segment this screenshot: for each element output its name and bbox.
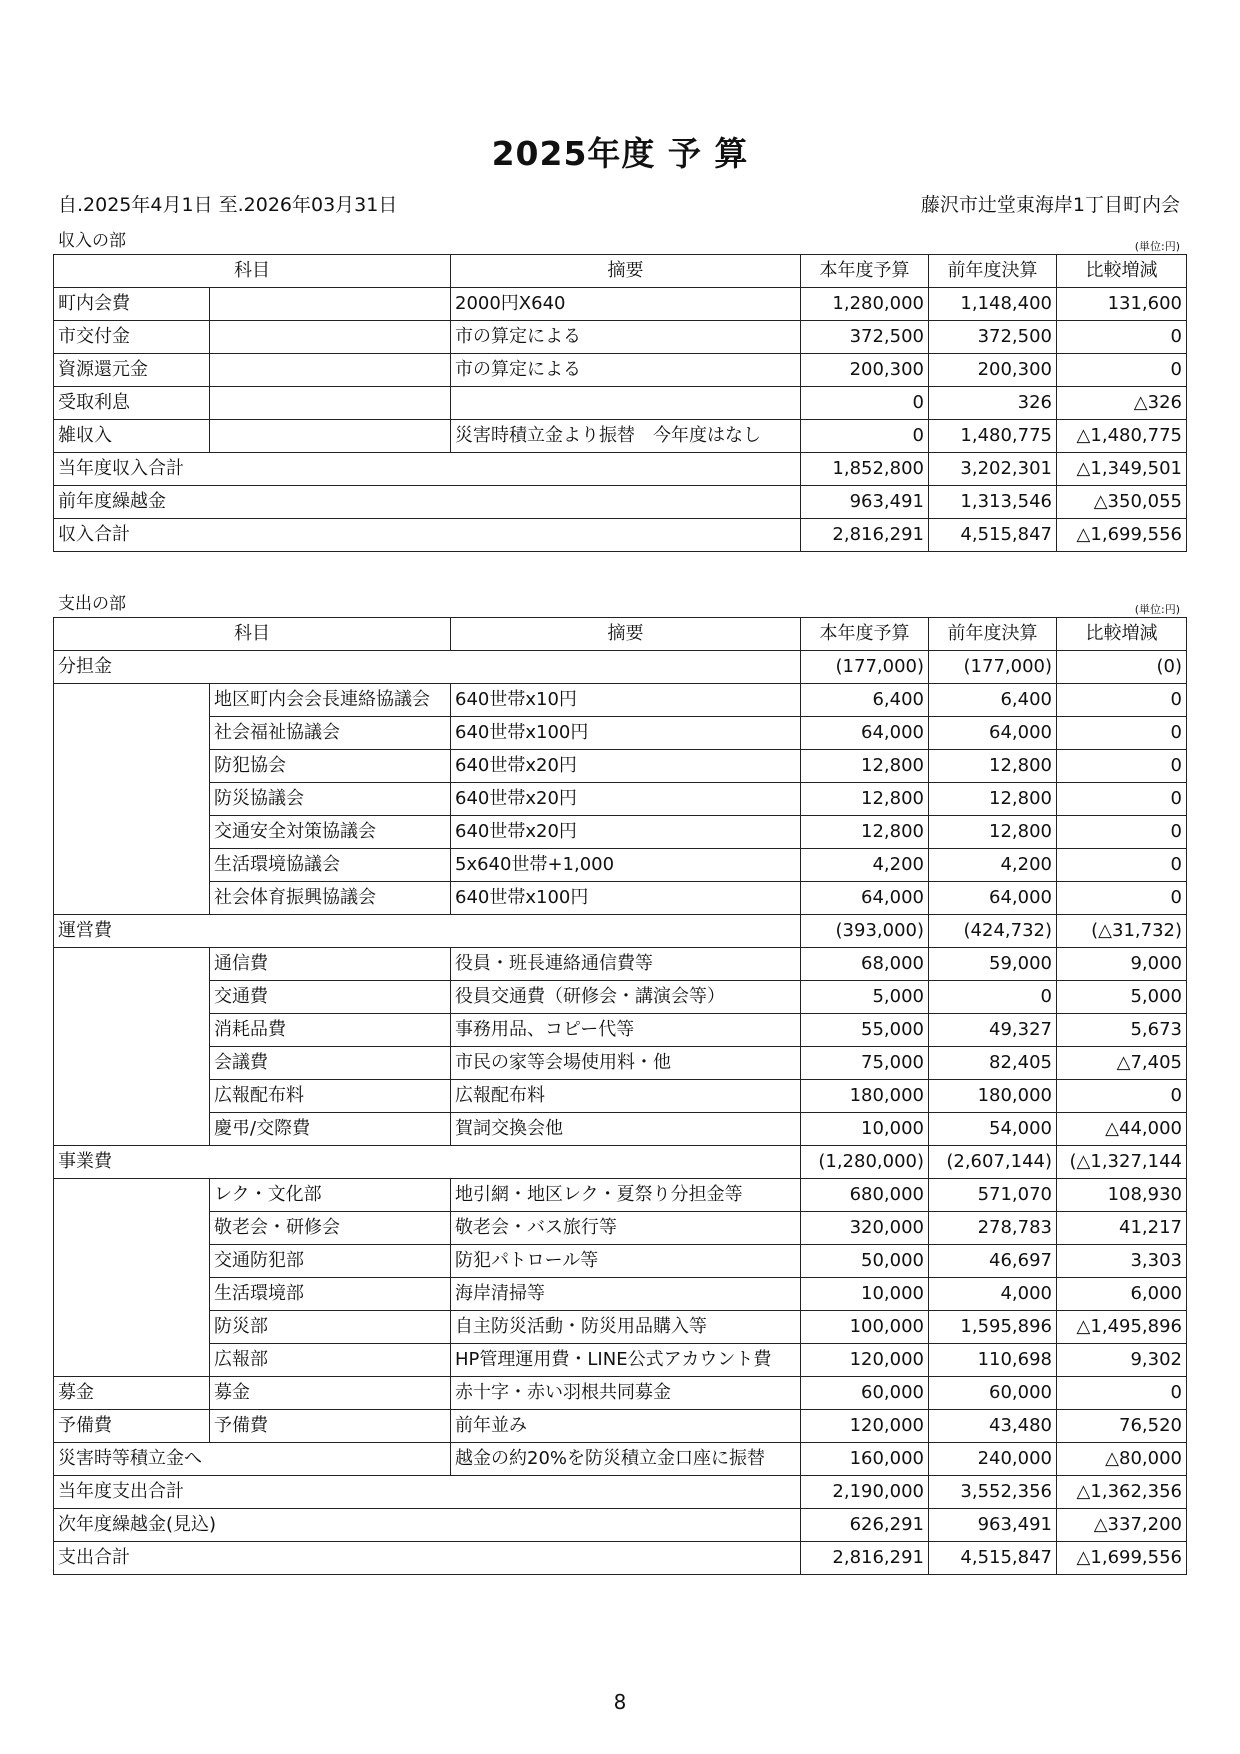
indent-cell bbox=[54, 783, 210, 816]
item-cell: 消耗品費 bbox=[210, 1014, 451, 1047]
diff-cell: 0 bbox=[1057, 882, 1187, 915]
income-unit-label: (単位:円) bbox=[1134, 240, 1180, 253]
summary-cell: 役員・班長連絡通信費等 bbox=[451, 948, 801, 981]
budget-cell: 6,400 bbox=[801, 684, 929, 717]
prev-cell: (2,607,144) bbox=[929, 1146, 1057, 1179]
diff-cell: 108,930 bbox=[1057, 1179, 1187, 1212]
budget-cell: 2,190,000 bbox=[801, 1476, 929, 1509]
diff-cell: △1,362,356 bbox=[1057, 1476, 1187, 1509]
prev-cell: 3,552,356 bbox=[929, 1476, 1057, 1509]
indent-cell bbox=[54, 1311, 210, 1344]
prev-cell: 46,697 bbox=[929, 1245, 1057, 1278]
budget-cell: 64,000 bbox=[801, 717, 929, 750]
indent-cell bbox=[54, 1113, 210, 1146]
header-summary: 摘要 bbox=[451, 255, 801, 288]
diff-cell: 5,673 bbox=[1057, 1014, 1187, 1047]
table-row bbox=[54, 981, 1187, 1014]
indent-cell bbox=[54, 1344, 210, 1377]
table-row bbox=[54, 948, 1187, 981]
budget-cell: 12,800 bbox=[801, 750, 929, 783]
prev-cell: 571,070 bbox=[929, 1179, 1057, 1212]
total-row bbox=[54, 519, 1187, 552]
budget-cell: 200,300 bbox=[801, 354, 929, 387]
diff-cell: △1,699,556 bbox=[1057, 519, 1187, 552]
table-row bbox=[54, 1080, 1187, 1113]
budget-cell: 50,000 bbox=[801, 1245, 929, 1278]
summary-cell: 広報配布料 bbox=[451, 1080, 801, 1113]
item-cell: 慶弔/交際費 bbox=[210, 1113, 451, 1146]
prev-cell: 12,800 bbox=[929, 816, 1057, 849]
header-diff: 比較増減 bbox=[1057, 255, 1187, 288]
header-budget: 本年度予算 bbox=[801, 618, 929, 651]
diff-cell: 0 bbox=[1057, 849, 1187, 882]
prev-cell: 1,595,896 bbox=[929, 1311, 1057, 1344]
budget-cell: 160,000 bbox=[801, 1443, 929, 1476]
diff-cell: 0 bbox=[1057, 816, 1187, 849]
item-cell: 通信費 bbox=[210, 948, 451, 981]
indent-cell bbox=[54, 717, 210, 750]
subitem-cell bbox=[210, 420, 451, 453]
diff-cell: (△1,327,144 bbox=[1057, 1146, 1187, 1179]
expense-unit-label: (単位:円) bbox=[1134, 603, 1180, 616]
summary-cell: 役員交通費（研修会・講演会等） bbox=[451, 981, 801, 1014]
prev-cell: 12,800 bbox=[929, 750, 1057, 783]
total-row bbox=[54, 1509, 1187, 1542]
diff-cell: △7,405 bbox=[1057, 1047, 1187, 1080]
table-row bbox=[54, 684, 1187, 717]
prev-cell: 240,000 bbox=[929, 1443, 1057, 1476]
prev-cell: 4,515,847 bbox=[929, 519, 1057, 552]
subject-cell: 市交付金 bbox=[54, 321, 210, 354]
summary-cell: 640世帯x20円 bbox=[451, 783, 801, 816]
prev-cell: 1,480,775 bbox=[929, 420, 1057, 453]
fiscal-period: 自.2025年4月1日 至.2026年03月31日 bbox=[58, 194, 398, 216]
prev-cell: 326 bbox=[929, 387, 1057, 420]
table-row bbox=[54, 1278, 1187, 1311]
prev-cell: 54,000 bbox=[929, 1113, 1057, 1146]
budget-cell: 68,000 bbox=[801, 948, 929, 981]
subject-cell: 募金 bbox=[54, 1377, 210, 1410]
prev-cell: 43,480 bbox=[929, 1410, 1057, 1443]
table-row bbox=[54, 1377, 1187, 1410]
item-cell: 交通費 bbox=[210, 981, 451, 1014]
indent-cell bbox=[54, 882, 210, 915]
item-cell: 防災部 bbox=[210, 1311, 451, 1344]
summary-cell: 越金の約20%を防災積立金口座に振替 bbox=[451, 1443, 801, 1476]
budget-cell: 10,000 bbox=[801, 1113, 929, 1146]
header-prev: 前年度決算 bbox=[929, 618, 1057, 651]
item-cell: 広報部 bbox=[210, 1344, 451, 1377]
total-row bbox=[54, 1476, 1187, 1509]
total-row bbox=[54, 486, 1187, 519]
subitem-cell bbox=[210, 354, 451, 387]
diff-cell: 0 bbox=[1057, 783, 1187, 816]
diff-cell: △1,495,896 bbox=[1057, 1311, 1187, 1344]
prev-cell: 60,000 bbox=[929, 1377, 1057, 1410]
diff-cell: △44,000 bbox=[1057, 1113, 1187, 1146]
item-cell: 社会体育振興協議会 bbox=[210, 882, 451, 915]
diff-cell: 5,000 bbox=[1057, 981, 1187, 1014]
summary-cell: 640世帯x100円 bbox=[451, 882, 801, 915]
income-section-label: 収入の部 bbox=[58, 231, 126, 251]
budget-cell: (393,000) bbox=[801, 915, 929, 948]
budget-cell: (177,000) bbox=[801, 651, 929, 684]
table-row bbox=[54, 1311, 1187, 1344]
reserve-subject: 災害時等積立金へ bbox=[54, 1443, 451, 1476]
table-row bbox=[54, 1344, 1187, 1377]
table-row bbox=[54, 420, 1187, 453]
indent-cell bbox=[54, 1014, 210, 1047]
diff-cell: 6,000 bbox=[1057, 1278, 1187, 1311]
budget-cell: 180,000 bbox=[801, 1080, 929, 1113]
prev-cell: 180,000 bbox=[929, 1080, 1057, 1113]
summary-cell: HP管理運用費・LINE公式アカウント費 bbox=[451, 1344, 801, 1377]
diff-cell: 41,217 bbox=[1057, 1212, 1187, 1245]
page-number: 8 bbox=[613, 1690, 627, 1714]
summary-cell: 5x640世帯+1,000 bbox=[451, 849, 801, 882]
table-row bbox=[54, 321, 1187, 354]
subject-cell: 資源還元金 bbox=[54, 354, 210, 387]
budget-cell: 12,800 bbox=[801, 783, 929, 816]
prev-cell: 12,800 bbox=[929, 783, 1057, 816]
summary-cell: 640世帯x20円 bbox=[451, 750, 801, 783]
item-cell: 防犯協会 bbox=[210, 750, 451, 783]
budget-cell: 0 bbox=[801, 387, 929, 420]
prev-cell: 64,000 bbox=[929, 717, 1057, 750]
summary-cell: 市の算定による bbox=[451, 354, 801, 387]
indent-cell bbox=[54, 1278, 210, 1311]
diff-cell: 9,000 bbox=[1057, 948, 1187, 981]
diff-cell: (0) bbox=[1057, 651, 1187, 684]
diff-cell: 0 bbox=[1057, 321, 1187, 354]
summary-cell: 市民の家等会場使用料・他 bbox=[451, 1047, 801, 1080]
table-row bbox=[54, 1113, 1187, 1146]
table-row bbox=[54, 816, 1187, 849]
group-row bbox=[54, 915, 1187, 948]
item-cell: 防災協議会 bbox=[210, 783, 451, 816]
subject-cell: 町内会費 bbox=[54, 288, 210, 321]
summary-cell: 敬老会・バス旅行等 bbox=[451, 1212, 801, 1245]
summary-cell: 市の算定による bbox=[451, 321, 801, 354]
table-header-row bbox=[54, 255, 1187, 288]
total-label: 次年度繰越金(見込) bbox=[54, 1509, 801, 1542]
budget-cell: 626,291 bbox=[801, 1509, 929, 1542]
table-row bbox=[54, 750, 1187, 783]
prev-cell: 82,405 bbox=[929, 1047, 1057, 1080]
prev-cell: 49,327 bbox=[929, 1014, 1057, 1047]
prev-cell: 0 bbox=[929, 981, 1057, 1014]
budget-cell: 2,816,291 bbox=[801, 1542, 929, 1575]
group-name: 分担金 bbox=[54, 651, 801, 684]
subject-cell: 受取利息 bbox=[54, 387, 210, 420]
prev-cell: 59,000 bbox=[929, 948, 1057, 981]
diff-cell: △1,480,775 bbox=[1057, 420, 1187, 453]
prev-cell: 1,148,400 bbox=[929, 288, 1057, 321]
table-row bbox=[54, 1443, 1187, 1476]
prev-cell: 4,000 bbox=[929, 1278, 1057, 1311]
item-cell: レク・文化部 bbox=[210, 1179, 451, 1212]
item-cell: 敬老会・研修会 bbox=[210, 1212, 451, 1245]
budget-cell: 1,280,000 bbox=[801, 288, 929, 321]
summary-cell: 自主防災活動・防災用品購入等 bbox=[451, 1311, 801, 1344]
total-label: 前年度繰越金 bbox=[54, 486, 801, 519]
organization-name: 藤沢市辻堂東海岸1丁目町内会 bbox=[920, 194, 1180, 216]
diff-cell: 76,520 bbox=[1057, 1410, 1187, 1443]
table-row bbox=[54, 288, 1187, 321]
summary-cell: 災害時積立金より振替 今年度はなし bbox=[451, 420, 801, 453]
prev-cell: 1,313,546 bbox=[929, 486, 1057, 519]
subitem-cell bbox=[210, 288, 451, 321]
summary-cell: 640世帯x10円 bbox=[451, 684, 801, 717]
budget-cell: 4,200 bbox=[801, 849, 929, 882]
table-row bbox=[54, 1014, 1187, 1047]
diff-cell: 0 bbox=[1057, 1080, 1187, 1113]
group-row bbox=[54, 1146, 1187, 1179]
header-subject: 科目 bbox=[54, 255, 451, 288]
total-label: 当年度支出合計 bbox=[54, 1476, 801, 1509]
total-label: 収入合計 bbox=[54, 519, 801, 552]
diff-cell: △80,000 bbox=[1057, 1443, 1187, 1476]
indent-cell bbox=[54, 981, 210, 1014]
item-cell: 予備費 bbox=[210, 1410, 451, 1443]
indent-cell bbox=[54, 684, 210, 717]
budget-cell: (1,280,000) bbox=[801, 1146, 929, 1179]
summary-cell: 640世帯x20円 bbox=[451, 816, 801, 849]
table-row bbox=[54, 849, 1187, 882]
summary-cell: 640世帯x100円 bbox=[451, 717, 801, 750]
summary-cell: 海岸清掃等 bbox=[451, 1278, 801, 1311]
indent-cell bbox=[54, 1179, 210, 1212]
prev-cell: 372,500 bbox=[929, 321, 1057, 354]
budget-cell: 55,000 bbox=[801, 1014, 929, 1047]
budget-cell: 2,816,291 bbox=[801, 519, 929, 552]
item-cell: 地区町内会会長連絡協議会 bbox=[210, 684, 451, 717]
indent-cell bbox=[54, 849, 210, 882]
prev-cell: 3,202,301 bbox=[929, 453, 1057, 486]
table-row bbox=[54, 1179, 1187, 1212]
item-cell: 広報配布料 bbox=[210, 1080, 451, 1113]
table-row bbox=[54, 1212, 1187, 1245]
prev-cell: 4,200 bbox=[929, 849, 1057, 882]
page-title: 2025年度 予 算 bbox=[491, 134, 749, 173]
expense-section-label: 支出の部 bbox=[58, 594, 126, 614]
summary-cell: 2000円X640 bbox=[451, 288, 801, 321]
subitem-cell bbox=[210, 321, 451, 354]
expense-table bbox=[53, 617, 1187, 1575]
diff-cell: △350,055 bbox=[1057, 486, 1187, 519]
summary-cell: 防犯パトロール等 bbox=[451, 1245, 801, 1278]
budget-cell: 5,000 bbox=[801, 981, 929, 1014]
budget-cell: 75,000 bbox=[801, 1047, 929, 1080]
header-subject: 科目 bbox=[54, 618, 451, 651]
table-row bbox=[54, 1245, 1187, 1278]
total-row bbox=[54, 1542, 1187, 1575]
budget-cell: 0 bbox=[801, 420, 929, 453]
income-table bbox=[53, 254, 1187, 552]
summary-cell bbox=[451, 387, 801, 420]
table-row bbox=[54, 1047, 1187, 1080]
prev-cell: 200,300 bbox=[929, 354, 1057, 387]
budget-cell: 12,800 bbox=[801, 816, 929, 849]
budget-cell: 120,000 bbox=[801, 1344, 929, 1377]
table-row bbox=[54, 387, 1187, 420]
indent-cell bbox=[54, 1080, 210, 1113]
item-cell: 生活環境協議会 bbox=[210, 849, 451, 882]
subject-cell: 雑収入 bbox=[54, 420, 210, 453]
diff-cell: △1,349,501 bbox=[1057, 453, 1187, 486]
diff-cell: 0 bbox=[1057, 1377, 1187, 1410]
diff-cell: 131,600 bbox=[1057, 288, 1187, 321]
diff-cell: △1,699,556 bbox=[1057, 1542, 1187, 1575]
summary-cell: 赤十字・赤い羽根共同募金 bbox=[451, 1377, 801, 1410]
prev-cell: (424,732) bbox=[929, 915, 1057, 948]
diff-cell: △326 bbox=[1057, 387, 1187, 420]
budget-cell: 60,000 bbox=[801, 1377, 929, 1410]
indent-cell bbox=[54, 1212, 210, 1245]
summary-cell: 地引網・地区レク・夏祭り分担金等 bbox=[451, 1179, 801, 1212]
prev-cell: 963,491 bbox=[929, 1509, 1057, 1542]
budget-cell: 963,491 bbox=[801, 486, 929, 519]
prev-cell: 64,000 bbox=[929, 882, 1057, 915]
item-cell: 交通防犯部 bbox=[210, 1245, 451, 1278]
budget-cell: 10,000 bbox=[801, 1278, 929, 1311]
table-row bbox=[54, 354, 1187, 387]
table-row bbox=[54, 1410, 1187, 1443]
diff-cell: 3,303 bbox=[1057, 1245, 1187, 1278]
item-cell: 生活環境部 bbox=[210, 1278, 451, 1311]
total-row bbox=[54, 453, 1187, 486]
total-label: 支出合計 bbox=[54, 1542, 801, 1575]
prev-cell: 4,515,847 bbox=[929, 1542, 1057, 1575]
group-name: 運営費 bbox=[54, 915, 801, 948]
header-budget: 本年度予算 bbox=[801, 255, 929, 288]
budget-cell: 320,000 bbox=[801, 1212, 929, 1245]
prev-cell: 278,783 bbox=[929, 1212, 1057, 1245]
diff-cell: 0 bbox=[1057, 717, 1187, 750]
diff-cell: 0 bbox=[1057, 750, 1187, 783]
budget-cell: 1,852,800 bbox=[801, 453, 929, 486]
prev-cell: 6,400 bbox=[929, 684, 1057, 717]
item-cell: 交通安全対策協議会 bbox=[210, 816, 451, 849]
diff-cell: (△31,732) bbox=[1057, 915, 1187, 948]
diff-cell: △337,200 bbox=[1057, 1509, 1187, 1542]
table-row bbox=[54, 717, 1187, 750]
group-name: 事業費 bbox=[54, 1146, 801, 1179]
table-row bbox=[54, 783, 1187, 816]
prev-cell: 110,698 bbox=[929, 1344, 1057, 1377]
header-summary: 摘要 bbox=[451, 618, 801, 651]
summary-cell: 事務用品、コピー代等 bbox=[451, 1014, 801, 1047]
item-cell: 募金 bbox=[210, 1377, 451, 1410]
subitem-cell bbox=[210, 387, 451, 420]
item-cell: 会議費 bbox=[210, 1047, 451, 1080]
summary-cell: 前年並み bbox=[451, 1410, 801, 1443]
prev-cell: (177,000) bbox=[929, 651, 1057, 684]
group-row bbox=[54, 651, 1187, 684]
summary-cell: 賀詞交換会他 bbox=[451, 1113, 801, 1146]
budget-cell: 680,000 bbox=[801, 1179, 929, 1212]
diff-cell: 0 bbox=[1057, 354, 1187, 387]
table-row bbox=[54, 882, 1187, 915]
diff-cell: 9,302 bbox=[1057, 1344, 1187, 1377]
indent-cell bbox=[54, 948, 210, 981]
indent-cell bbox=[54, 816, 210, 849]
budget-cell: 64,000 bbox=[801, 882, 929, 915]
header-diff: 比較増減 bbox=[1057, 618, 1187, 651]
budget-cell: 100,000 bbox=[801, 1311, 929, 1344]
header-prev: 前年度決算 bbox=[929, 255, 1057, 288]
budget-cell: 120,000 bbox=[801, 1410, 929, 1443]
budget-cell: 372,500 bbox=[801, 321, 929, 354]
item-cell: 社会福祉協議会 bbox=[210, 717, 451, 750]
indent-cell bbox=[54, 1245, 210, 1278]
subject-cell: 予備費 bbox=[54, 1410, 210, 1443]
table-header-row bbox=[54, 618, 1187, 651]
diff-cell: 0 bbox=[1057, 684, 1187, 717]
total-label: 当年度収入合計 bbox=[54, 453, 801, 486]
indent-cell bbox=[54, 750, 210, 783]
indent-cell bbox=[54, 1047, 210, 1080]
